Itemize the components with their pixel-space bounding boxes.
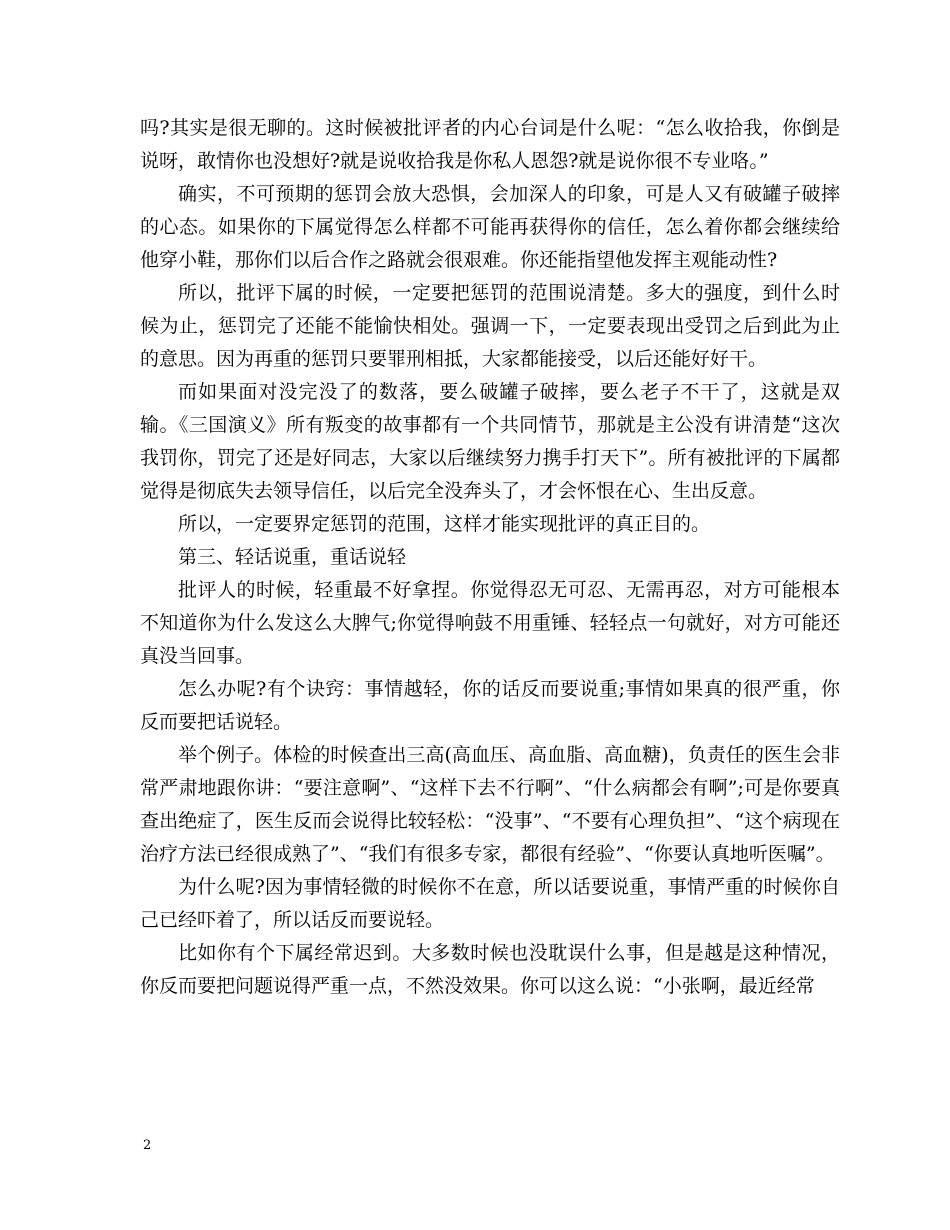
paragraph: 所以，一定要界定惩罚的范围，这样才能实现批评的真正目的。 bbox=[178, 513, 711, 535]
paragraph: 怎么办呢?有个诀窍：事情越轻，你的话反而要说重;事情如果真的很严重，你反而要把话说轻。 bbox=[140, 678, 840, 733]
paragraph: 为什么呢?因为事情轻微的时候你不在意，所以话要说重，事情严重的时候你自己已经吓着了，所以话反而要说轻。 bbox=[140, 876, 840, 931]
paragraph: 确实，不可预期的惩罚会放大恐惧，会加深人的印象，可是人又有破罐子破摔的心态。如果你的下属觉得怎么样都不可能再获得你的信任，怎么着你都会继续给他穿小鞋，那你们以后合作之路就会很艰难。你还能指望他发挥主观能动性? bbox=[140, 183, 840, 271]
paragraph: 而如果面对没完没了的数落，要么破罐子破摔，要么老子不干了，这就是双输。《三国演义》所有叛变的故事都有一个共同情节，那就是主公没有讲清楚“这次我罚你，罚完了还是好同志，大家以后继续努力携手打天下”。所有被批评的下属都觉得是彻底失去领导信任，以后完全没奔头了，才会怀恨在心、生出反意。 bbox=[140, 381, 840, 502]
paragraph: 吗?其实是很无聊的。这时候被批评者的内心台词是什么呢：“怎么收拾我，你倒是说呀，敢情你也没想好?就是说收拾我是你私人恩怨?就是说你很不专业咯。” bbox=[140, 117, 840, 172]
paragraph: 批评人的时候，轻重最不好拿捏。你觉得忍无可忍、无需再忍，对方可能根本不知道你为什么发这么大脾气;你觉得响鼓不用重锤、轻轻点一句就好，对方可能还真没当回事。 bbox=[140, 579, 840, 667]
paragraph: 比如你有个下属经常迟到。大多数时候也没耽误什么事，但是越是这种情况，你反而要把问题说得严重一点，不然没效果。你可以这么说：“小张啊，最近经常 bbox=[140, 942, 840, 997]
document-body bbox=[140, 112, 840, 1003]
paragraph: 所以，批评下属的时候，一定要把惩罚的范围说清楚。多大的强度，到什么时候为止，惩罚完了还能不能愉快相处。强调一下，一定要表现出受罚之后到此为止的意思。因为再重的惩罚只要罪刑相抵，大家都能接受，以后还能好好干。 bbox=[140, 282, 840, 370]
section-heading: 第三、轻话说重，重话说轻 bbox=[178, 546, 407, 568]
paragraph: 举个例子。体检的时候查出三高(高血压、高血脂、高血糖)，负责任的医生会非常严肃地跟你讲：“要注意啊”、“这样下去不行啊”、“什么病都会有啊”;可是你要真查出绝症了，医生反而会说得比较轻松：“没事”、“不要有心理负担”、“这个病现在治疗方法已经很成熟了”、“我们有很多专家，都很有经验”、“你要认真地听医嘱”。 bbox=[140, 744, 840, 865]
page-number: 2 bbox=[143, 1138, 152, 1153]
